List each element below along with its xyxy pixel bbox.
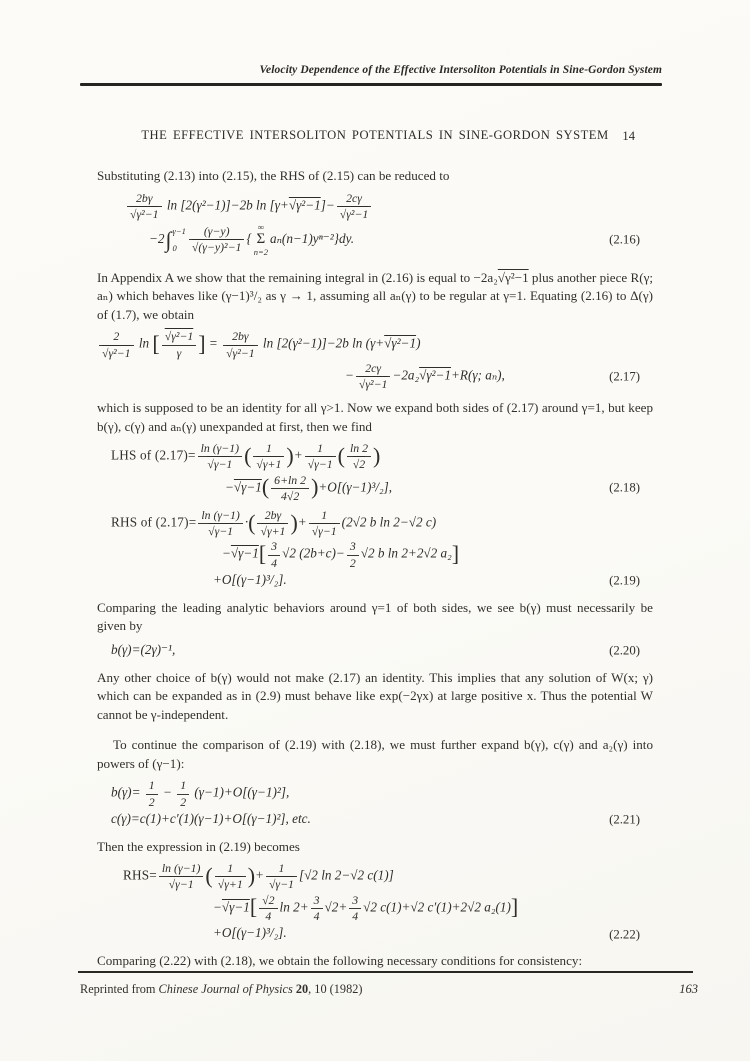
radical: √γ−1 [221, 899, 250, 915]
fraction-numerator: ln (γ−1) [198, 509, 243, 524]
paragraph-segment: plus another piece R(γ; aₙ) which behaves like (γ−1)³/₂ as γ → 1, assuming all aₙ(γ) to be regular at γ=1. Equating (2.16) to Δ(γ) of (1.7), we obtain [97, 269, 653, 322]
equation-line [97, 330, 653, 359]
math-text: +O[(γ−1)³/₂]. [213, 571, 287, 587]
left-paren: ( [261, 474, 270, 500]
equation-line [123, 862, 653, 891]
fraction-numerator: 2cγ [337, 192, 372, 207]
integral-sign: ∫ [165, 226, 172, 252]
paragraph-choice: Any other choice of b(γ) would not make (2.17) an identity. This implies that any solution of W(x; γ) which can be expanded as in (2.9) must behave like exp(−2γx) at large positive x. Thus the potential W cannot be γ-independent. [97, 669, 653, 722]
fraction-denominator: 2 [180, 794, 187, 809]
equation-tag: (2.18) [609, 480, 640, 495]
fraction-numerator: √2 [259, 894, 277, 909]
math-text: −2a₂ [392, 367, 420, 383]
fraction-numerator: 2cγ [356, 362, 391, 377]
paragraph-intro: Substituting (2.13) into (2.15), the RHS of (2.15) can be reduced to [97, 168, 450, 183]
equation-label: LHS of (2.17)= [111, 447, 196, 463]
math-text: b(γ)= [111, 785, 144, 801]
math-text: +R(γ; aₙ), [451, 367, 505, 383]
fraction-numerator: ln (γ−1) [198, 442, 243, 457]
fraction-denominator: √γ²−1 [358, 377, 388, 392]
fraction [223, 330, 258, 359]
footer-rule [78, 971, 693, 973]
math-text: − [345, 367, 354, 383]
equation-2-19 [97, 509, 653, 591]
fraction [271, 474, 309, 503]
fraction-numerator: ln (γ−1) [159, 862, 204, 877]
math-text: + [297, 514, 307, 530]
equation-line [125, 192, 653, 221]
equation-tag: (2.20) [609, 643, 640, 658]
radical: √γ²−1 [288, 197, 321, 213]
fraction-denominator: 4 [313, 908, 320, 923]
fraction-numerator: 1 [215, 862, 246, 877]
paragraph-comparing: Comparing the leading analytic behaviors around γ=1 of both sides, we see b(γ) must necessarily be given by [97, 599, 653, 634]
fraction-denominator: √γ−1 [208, 524, 234, 539]
right-bracket: ] [510, 894, 519, 920]
math-text: · [244, 514, 249, 530]
equation-tag: (2.21) [609, 812, 640, 827]
fraction [198, 442, 243, 471]
math-text: ln 2+ [279, 899, 309, 915]
fraction-denominator: √γ+1 [217, 877, 243, 892]
math-text: − [225, 479, 234, 495]
math-text: + [293, 447, 303, 463]
fraction [162, 330, 197, 359]
fraction-denominator: √γ²−1 [102, 345, 131, 360]
math-text: aₙ(n−1)yⁿ⁻²}dy. [269, 230, 355, 246]
right-bracket: ] [451, 541, 460, 567]
radical: √γ−1 [233, 479, 262, 495]
math-text: +O[(γ−1)³/₂]. [213, 925, 287, 941]
math-text: ln [2(γ²−1)]−2b ln (γ+ [259, 336, 385, 352]
paragraph-appendix [97, 269, 653, 325]
fraction [146, 779, 158, 808]
fraction-denominator: √γ²−1 [226, 345, 255, 360]
paragraph-then: Then the expression in (2.19) becomes [97, 838, 300, 854]
fraction-numerator: 3 [347, 540, 359, 555]
fraction [215, 862, 246, 891]
equation-2-16 [97, 192, 653, 257]
math-text: − [159, 785, 176, 801]
fraction-numerator: 1 [305, 442, 336, 457]
footer-prefix: Reprinted from [80, 982, 159, 996]
fraction [159, 862, 204, 891]
fraction-numerator: 2bγ [127, 192, 162, 207]
math-text: + [255, 867, 264, 883]
equation-label: RHS of (2.17)= [111, 514, 197, 530]
equation-line [213, 925, 653, 944]
fraction [347, 540, 359, 569]
paragraph-consistency: Comparing (2.22) with (2.18), we obtain the following necessary conditions for consistency: [97, 953, 583, 969]
equation-line [111, 642, 653, 661]
equation-line [213, 572, 653, 591]
fraction-denominator: √γ−1 [307, 457, 333, 472]
fraction [268, 540, 280, 569]
summation-upper-limit: ∞ [257, 221, 264, 232]
equation-2-20 [97, 642, 653, 661]
fraction [337, 192, 372, 221]
fraction-numerator: 6+ln 2 [271, 474, 309, 489]
math-text: − [213, 899, 222, 915]
fraction-numerator: 1 [177, 779, 189, 794]
fraction-denominator: √(γ−y)²−1 [191, 240, 242, 255]
left-paren: ( [244, 442, 252, 468]
fraction-numerator: 2 [99, 330, 134, 345]
right-bracket: ] [198, 331, 206, 357]
left-paren: ( [248, 509, 256, 535]
equation-line [111, 509, 653, 538]
fraction-denominator: 4 [271, 555, 278, 570]
equation-2-17 [97, 330, 653, 391]
fraction [99, 330, 134, 359]
math-text: (γ−1)+O[(γ−1)²], [191, 785, 290, 801]
equation-line [345, 362, 653, 391]
fraction [127, 192, 162, 221]
fraction-numerator: √γ²−1 [162, 330, 197, 345]
math-text: √2 (2b+c)− [282, 546, 345, 562]
right-paren: ) [286, 442, 294, 468]
left-bracket: [ [258, 541, 267, 567]
fraction [259, 894, 277, 923]
equation-2-21 [97, 779, 653, 829]
equation-line [111, 442, 653, 471]
summation [254, 223, 268, 257]
math-text: (2√2 b ln 2−√2 c) [341, 514, 437, 530]
integral-lower-limit: 0 [172, 243, 177, 254]
math-text: ln [2(γ²−1)]−2b ln [γ+ [163, 197, 289, 213]
journal-issue-year: , 10 (1982) [308, 982, 363, 996]
fraction-denominator: 2 [148, 794, 155, 809]
equation-line [222, 540, 653, 569]
fraction [349, 894, 361, 923]
journal-name: Chinese Journal of Physics [158, 982, 293, 996]
integral-upper-limit: γ−1 [172, 225, 186, 236]
math-text: c(γ)=c(1)+c′(1)(γ−1)+O[(γ−1)²], etc. [111, 810, 311, 826]
fraction-denominator: √γ+1 [256, 457, 282, 472]
radical: √γ²−1 [384, 336, 417, 352]
math-text: [√2 ln 2−√2 c(1)] [298, 867, 394, 883]
right-paren: ) [311, 474, 319, 500]
fraction [198, 509, 243, 538]
fraction-denominator: √γ−1 [168, 877, 194, 892]
radical: √γ²−1 [419, 367, 451, 383]
equation-2-18 [97, 442, 653, 503]
fraction-numerator: 3 [311, 894, 323, 909]
math-text: −2 [149, 230, 165, 246]
math-text: − [222, 546, 231, 562]
right-paren: ) [372, 442, 381, 468]
fraction-numerator: 2bγ [223, 330, 258, 345]
math-text: = [205, 336, 222, 352]
equation-line [111, 779, 653, 808]
fraction-denominator: γ [176, 345, 182, 360]
fraction [311, 894, 323, 923]
summation-sign: Σ [256, 231, 266, 248]
equation-tag: (2.22) [609, 927, 640, 942]
integral [166, 227, 186, 253]
math-text: √2 c(1)+√2 c′(1)+2√2 a₂(1) [363, 899, 511, 915]
math-text: ) [416, 336, 421, 352]
journal-volume: 20 [292, 982, 309, 996]
right-paren: ) [290, 509, 298, 535]
page-title: THE EFFECTIVE INTERSOLITON POTENTIALS IN SINE-GORDON SYSTEM [141, 128, 609, 142]
radical: √γ−1 [230, 546, 259, 562]
paragraph-continue [97, 736, 653, 773]
fraction-numerator: ln 2 [347, 442, 371, 457]
title-row [97, 128, 653, 143]
math-text: √2+ [324, 899, 348, 915]
paragraph-segment: To continue the comparison of (2.19) with (2.18), we must further expand b(γ), c(γ) and a₂(γ) into powers of (γ−1): [97, 737, 653, 771]
fraction-denominator: 4 [265, 908, 272, 923]
right-paren: ) [247, 862, 256, 888]
fraction-denominator: 4 [352, 908, 359, 923]
fraction [305, 442, 336, 471]
equation-line [149, 223, 653, 257]
folio-number: 163 [679, 982, 698, 996]
equation-tag: (2.16) [609, 232, 640, 247]
fraction-denominator: √γ−1 [311, 524, 337, 539]
equation-line [225, 474, 653, 503]
fraction-denominator: √γ²−1 [339, 206, 369, 221]
equation-line [213, 894, 653, 923]
fraction-denominator: 2 [349, 555, 356, 570]
equation-tag: (2.19) [609, 573, 640, 588]
fraction-numerator: 1 [146, 779, 158, 794]
math-text: +O[(γ−1)³/₂], [318, 479, 393, 495]
fraction-denominator: √γ−1 [207, 457, 233, 472]
fraction-numerator: 1 [253, 442, 284, 457]
fraction-denominator: 4√2 [280, 488, 300, 503]
fraction-numerator: 1 [266, 862, 297, 877]
header-rule [80, 83, 662, 86]
paragraph-identity: which is supposed to be an identity for all γ>1. Now we expand both sides of (2.17) around γ=1, but keep b(γ), c(γ) and aₙ(γ) unexpanded at first, then we find [97, 400, 653, 434]
fraction-denominator: √γ−1 [268, 877, 294, 892]
running-head: Velocity Dependence of the Effective Intersoliton Potentials in Sine-Gordon System [259, 64, 662, 76]
page-number: 14 [622, 129, 635, 143]
fraction-denominator: √γ²−1 [130, 206, 159, 221]
fraction [266, 862, 297, 891]
fraction [347, 442, 371, 471]
footer-citation [80, 982, 362, 997]
fraction-denominator: √γ+1 [260, 524, 286, 539]
fraction-numerator: (γ−y) [189, 225, 245, 240]
fraction-numerator: 2bγ [257, 509, 288, 524]
fraction [253, 442, 284, 471]
fraction-numerator: 3 [268, 540, 280, 555]
fraction [309, 509, 340, 538]
math-text: ]− [320, 197, 335, 213]
integral-limits [173, 227, 186, 253]
math-text: √2 b ln 2+2√2 a₂ [360, 546, 452, 562]
equation-2-22 [97, 862, 653, 944]
equation-tag: (2.17) [609, 369, 640, 384]
fraction-denominator: √2 [352, 457, 366, 472]
fraction [356, 362, 391, 391]
left-paren: ( [337, 442, 345, 468]
fraction-numerator: 1 [309, 509, 340, 524]
fraction [189, 225, 245, 254]
math-text: b(γ)=(2γ)⁻¹, [111, 641, 176, 657]
paragraph-segment: In Appendix A we show that the remaining integral in (2.16) is equal to −2a₂ [97, 269, 498, 285]
radical: √γ²−1 [497, 269, 529, 285]
left-paren: ( [205, 862, 213, 888]
math-text: { [246, 230, 252, 246]
left-bracket: [ [249, 894, 258, 920]
fraction-numerator: 3 [349, 894, 361, 909]
fraction [257, 509, 288, 538]
left-bracket: [ [152, 331, 160, 357]
summation-lower-limit: n=2 [253, 247, 268, 258]
fraction [177, 779, 189, 808]
equation-label: RHS= [123, 867, 157, 883]
math-text: ln [135, 336, 153, 352]
equation-line [111, 811, 653, 830]
